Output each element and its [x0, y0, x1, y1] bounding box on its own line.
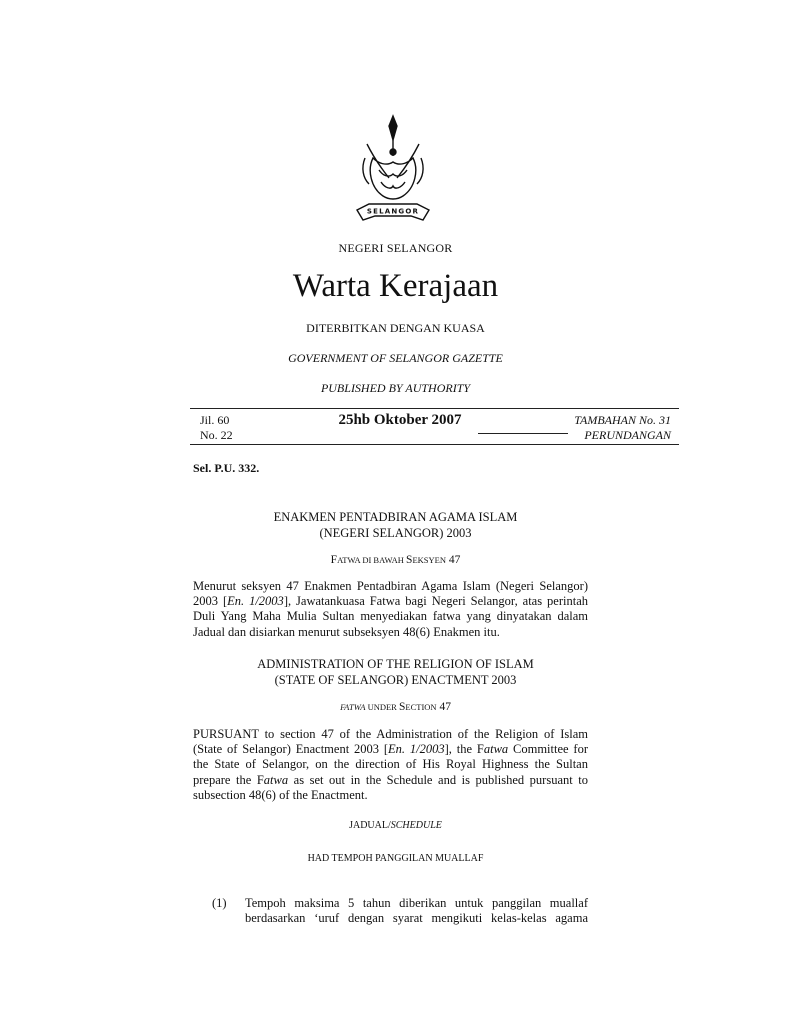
- paragraph-en-line: PURSUANT to section 47 of the Administration of the Religion of Islam: [193, 727, 588, 741]
- state-name: NEGERI SELANGOR: [338, 241, 453, 255]
- volume-block: [200, 413, 233, 443]
- subtitle-ms-fatwa: ATWA DI BAWAH: [337, 555, 407, 565]
- paragraph-en-line: [193, 742, 588, 757]
- paragraph-en-line: the State of Selangor, on the direction of His Royal Highness the Sultan: [193, 757, 588, 772]
- schedule-heading-ms: JADUAL/: [349, 820, 391, 831]
- paragraph-en-line: [193, 773, 588, 788]
- notice-reference: Sel. P.U. 332.: [193, 461, 260, 475]
- subtitle-en-number: 47: [436, 701, 451, 713]
- paragraph-ms-line: [193, 594, 588, 609]
- masthead-bottom-rule: [190, 444, 679, 445]
- paragraph-en-line4-prefix: prepare the F: [193, 772, 264, 787]
- date-rule: [478, 433, 568, 434]
- crest-ribbon-text: SELANGOR: [366, 207, 420, 216]
- volume-number: Jil. 60: [200, 413, 230, 427]
- paragraph-en-line2-mid: ], the F: [444, 742, 484, 757]
- enactment-title-en-line2: (STATE OF SELANGOR) ENACTMENT 2003: [274, 673, 517, 687]
- paragraph-en: [193, 727, 588, 803]
- enactment-title-en: [0, 656, 791, 688]
- gazette-name-en: GOVERNMENT OF SELANGOR GAZETTE: [288, 351, 503, 365]
- schedule-title: HAD TEMPOH PANGGILAN MUALLAF: [307, 853, 484, 864]
- paragraph-en-line: subsection 48(6) of the Enactment.: [193, 787, 368, 802]
- subtitle-en-fatwa: FATWA: [340, 702, 366, 712]
- subtitle-en-section: ECTION: [405, 702, 437, 712]
- schedule-heading-en: SCHEDULE: [390, 820, 442, 831]
- schedule-item-line: Tempoh maksima 5 tahun diberikan untuk panggilan muallaf: [245, 896, 588, 910]
- supplement-category: PERUNDANGAN: [584, 428, 671, 442]
- gazette-title: Warta Kerajaan: [292, 268, 499, 304]
- enactment-title-ms-line1: ENAKMEN PENTADBIRAN AGAMA ISLAM: [273, 510, 518, 524]
- paragraph-ms-line: Jadual dan disiarkan menurut subseksyen 48(6) Enakmen itu.: [193, 624, 500, 639]
- fatwa-italic: atwa: [263, 772, 289, 787]
- schedule-item-number: (1): [212, 896, 227, 910]
- subtitle-en-s: S: [398, 701, 406, 713]
- published-by-authority-ms: DITERBITKAN DENGAN KUASA: [306, 321, 485, 335]
- schedule-item-line: berdasarkan ‘uruf dengan syarat mengikuti kelas-kelas agama: [245, 911, 588, 926]
- subtitle-ms-s: S: [406, 554, 413, 566]
- enactment-ref-ms: En. 1/2003: [227, 594, 284, 609]
- fatwa-italic: atwa: [483, 742, 509, 757]
- schedule-item-text: [245, 896, 588, 926]
- subtitle-en-under: UNDER: [365, 702, 399, 712]
- issue-number: No. 22: [200, 428, 233, 442]
- enactment-title-ms: [0, 509, 791, 541]
- paragraph-ms: [193, 579, 588, 640]
- paragraph-ms-line2-rest: ], Jawatankuasa Fatwa bagi Negeri Selangor, atas perintah: [283, 594, 589, 609]
- paragraph-ms-line2-prefix: 2003 [: [193, 594, 228, 609]
- schedule-heading: [0, 820, 791, 831]
- subtitle-ms-f: F: [330, 554, 338, 566]
- subtitle-ms: [0, 554, 791, 566]
- paragraph-en-line2-prefix: (State of Selangor) Enactment 2003 [: [193, 742, 389, 757]
- supplement-number: TAMBAHAN No. 31: [574, 413, 671, 427]
- paragraph-en-line2-suffix: Committee for: [508, 742, 589, 757]
- supplement-block: [574, 413, 671, 443]
- paragraph-ms-line: Menurut seksyen 47 Enakmen Pentadbiran Agama Islam (Negeri Selangor): [193, 579, 588, 593]
- selangor-crest-icon: [343, 112, 443, 234]
- published-by-authority-en: PUBLISHED BY AUTHORITY: [320, 381, 471, 395]
- enactment-ref-en: En. 1/2003: [388, 742, 445, 757]
- issue-date: 25hb Oktober 2007: [338, 412, 462, 428]
- masthead-top-rule: [190, 408, 679, 409]
- enactment-title-ms-line2: (NEGERI SELANGOR) 2003: [319, 526, 472, 540]
- subtitle-ms-number: 47: [445, 554, 461, 566]
- subtitle-ms-seksyen: EKSYEN: [412, 555, 446, 565]
- paragraph-ms-line: Duli Yang Maha Mulia Sultan menyediakan fatwa yang dinyatakan dalam: [193, 609, 588, 624]
- enactment-title-en-line1: ADMINISTRATION OF THE RELIGION OF ISLAM: [257, 657, 534, 671]
- subtitle-en: [0, 701, 791, 713]
- paragraph-en-line4-suffix: as set out in the Schedule and is published pursuant to: [288, 772, 588, 787]
